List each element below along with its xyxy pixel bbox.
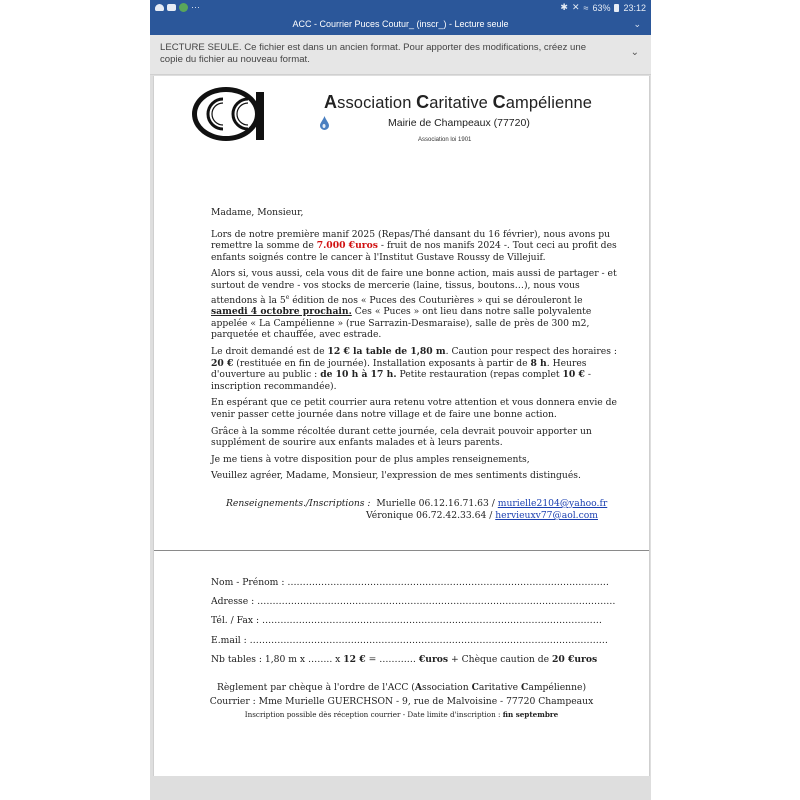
read-only-notice-text: LECTURE SEULE. Ce fichier est dans un ancien format. Pour apporter des modifications, créez une copie du fichier au nouveau format. [160,42,587,65]
water-drop-icon [320,116,329,130]
form-line-adresse: Adresse : ……………………………………………………………………………………………………… [211,596,616,608]
event-date: samedi 4 octobre prochain. [211,306,352,318]
mairie-subtitle: Mairie de Champeaux (77720) [388,117,530,129]
email-link-murielle[interactable]: murielle2104@yahoo.fr [497,498,608,509]
status-right [560,2,646,13]
read-only-notice [150,35,651,75]
title-chevron-down-icon[interactable]: ⌄ [633,19,641,29]
paragraph-1: Lors de notre première manif 2025 (Repas/Thé dansant du 16 février), nous avons pu remettre la somme de 7.000 €uros - fruit de nos manifs 2024 -. Tout ceci au profit des enfants soignés contre le cancer à l'Institut Gustave Roussy de Villejuif. [211,228,617,263]
letter-body [211,207,621,487]
paragraph-6: Je me tiens à votre disposition pour de plus amples renseignements, [211,453,530,465]
status-bar [150,0,651,15]
opening-hours: de 10 h à 17 h. [320,369,397,381]
contact-row-2: Véronique 06.72.42.33.64 / hervieuxv77@aol.com [366,510,598,521]
form-line-tel: Tél. / Fax : ………………………………………………………………………………………………… [211,615,602,627]
mute-icon: ✕ [571,2,580,12]
donation-amount: 7.000 €uros [316,240,378,252]
paragraph-3: Le droit demandé est de 12 € la table de 1,80 m. Caution pour respect des horaires : 20 € (restituée en fin de journée). Installation exposants à partir de 8 h. Heures d'ouverture au public : de 10 h à 17 h. Petite restauration (repas complet 10 € - inscription recommandée). [211,346,617,392]
more-icon: ··· [191,2,200,12]
mailing-address: Courrier : Mme Murielle GUERCHSON - 9, rue de Malvoisine - 77720 Champeaux [209,696,594,707]
paragraph-2: Alors si, vous aussi, cela vous dit de faire une bonne action, mais aussi de partager - et surtout de vendre - vos stocks de mercerie (laine, tissus, boutons…), nous vous attendons à la 5e édition de nos « Puces des Couturières » qui se dérouleront le samedi 4 octobre prochain. Ces « Puces » ont lieu dans notre salle polyvalente appelée « La Campélienne » (rue Sarrazin-Desmaraise), salle de près de 300 m2, parquetée et chauffée, avec estrade. [211,268,617,341]
paragraph-7: Veuillez agréer, Madame, Monsieur, l'expression de mes sentiments distingués. [211,470,581,482]
title-bar [150,15,651,35]
wifi-icon: ≈ [583,2,589,13]
cloud-icon [155,4,164,11]
association-loi: Association loi 1901 [418,137,472,143]
battery-icon [614,4,619,12]
document-page[interactable] [153,76,650,776]
payment-footer [154,681,649,721]
youtube-icon [167,4,176,11]
acc-logo [190,84,268,144]
salutation: Madame, Monsieur, [211,207,304,218]
contacts-label: Renseignements./Inscriptions : [226,498,371,509]
contact-row-1: Renseignements./Inscriptions : Murielle 06.12.16.71.63 / murielle2104@yahoo.fr [226,498,608,509]
paragraph-5: Grâce à la somme récoltée durant cette journée, cela devrait pouvoir apporter un supplément de sourire aux enfants malades et à leurs parents. [211,425,592,449]
document-title: ACC - Courrier Puces Coutur_ (inscr_) - Lecture seule [292,19,509,29]
email-link-veronique[interactable]: hervieuxv77@aol.com [495,510,598,521]
bluetooth-icon: ✱ [560,2,568,12]
form-line-nom: Nom - Prénom : …………………………………………………………………………………………… [211,577,609,588]
form-line-email: E.mail : ……………………………………………………………………………………………………… [211,634,608,646]
form-line-tables: Nb tables : 1,80 m x …….. x 12 € = ………… €uros + Chèque caution de 20 €uros [211,653,598,665]
table-price: 12 € la table de 1,80 m [327,346,446,357]
cut-line-divider [154,550,649,551]
globe-icon [179,3,188,12]
registration-form [211,573,625,669]
organization-name: Association Caritative Campélienne [324,92,593,112]
status-left-icons [155,2,200,12]
registration-deadline: Inscription possible dès réception courrier - Date limite d'inscription : fin septembre [244,710,559,719]
notice-chevron-down-icon[interactable]: ⌄ [630,47,639,58]
contacts-block [226,498,607,522]
paragraph-4: En espérant que ce petit courrier aura retenu votre attention et vous donnera envie de venir passer cette journée dans notre village et de faire une bonne action. [211,397,617,420]
battery-percent: 63% [592,2,611,13]
word-app [150,0,651,800]
clock: 23:12 [623,2,646,13]
payment-instructions: Règlement par chèque à l'ordre de l'ACC (Association Caritative Campélienne) [216,682,587,693]
